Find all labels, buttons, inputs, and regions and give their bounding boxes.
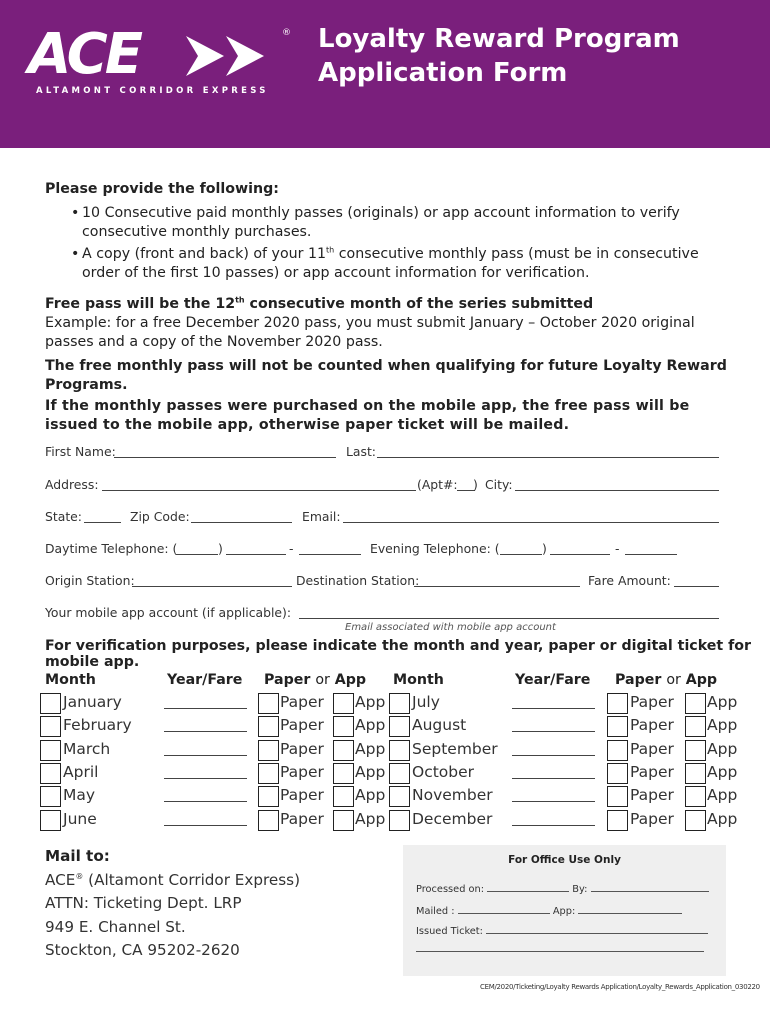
paper-label: Paper <box>630 739 674 758</box>
year-fare-field-april[interactable] <box>164 778 247 779</box>
month-checkbox-may[interactable] <box>40 786 61 807</box>
paper-label: Paper <box>630 693 674 711</box>
year-fare-field-june[interactable] <box>164 825 247 826</box>
year-fare-field-october[interactable] <box>512 778 595 779</box>
app-label: App <box>707 716 738 735</box>
mail-to-block <box>45 845 300 963</box>
app-checkbox-may[interactable] <box>333 786 354 807</box>
last-name-label: Last: <box>346 444 376 459</box>
address-row <box>45 477 720 493</box>
mobile-account-row <box>45 605 720 621</box>
bullet-text-a: A copy (front and back) of your 11 <box>82 246 327 262</box>
mail-line-1 <box>45 869 300 893</box>
first-name-label: First Name: <box>45 444 116 459</box>
app-checkbox-october[interactable] <box>685 763 706 784</box>
month-label-april: April <box>63 762 99 781</box>
logo-wordmark: ACE <box>28 22 140 87</box>
processed-on-field[interactable] <box>487 883 569 892</box>
evening-area-code-field[interactable] <box>500 554 542 555</box>
ace-logo <box>28 22 291 98</box>
free-pass-text-b: consecutive month of the series submitted <box>244 296 594 312</box>
example-note: Example: for a free December 2020 pass, you must submit January – October 2020 original passes and a copy of the November 2020 pass. <box>45 315 695 350</box>
month-checkbox-december[interactable] <box>389 810 410 831</box>
city-label: City: <box>485 477 513 492</box>
origin-station-field[interactable] <box>132 586 292 587</box>
app-checkbox-november[interactable] <box>685 786 706 807</box>
free-pass-note <box>45 295 735 314</box>
destination-station-field[interactable] <box>414 586 580 587</box>
office-use-box <box>403 845 726 976</box>
city-field[interactable] <box>515 490 719 491</box>
month-checkbox-july[interactable] <box>389 693 410 714</box>
paper-label: Paper <box>280 786 324 805</box>
app-checkbox-june[interactable] <box>333 810 354 831</box>
issued-ticket-row <box>416 925 708 937</box>
year-fare-field-november[interactable] <box>512 801 595 802</box>
logo-arrows-icon <box>178 32 278 80</box>
month-checkbox-june[interactable] <box>40 810 61 831</box>
address-label: Address: <box>45 477 99 492</box>
extra-field[interactable] <box>416 943 704 952</box>
apt-label: (Apt#: <box>417 477 458 492</box>
issued-ticket-label: Issued Ticket: <box>416 926 483 937</box>
paper-checkbox-may[interactable] <box>258 786 279 807</box>
month-checkbox-august[interactable] <box>389 716 410 737</box>
month-label-november: November <box>412 786 493 805</box>
mail-line-2: ATTN: Ticketing Dept. LRP <box>45 894 242 912</box>
year-fare-field-august[interactable] <box>512 731 595 732</box>
dash: - <box>289 541 294 556</box>
mailed-label: Mailed : <box>416 906 455 917</box>
app-checkbox-february[interactable] <box>333 716 354 737</box>
bullet-text: 10 Consecutive paid monthly passes (originals) or app account information to verify consecutive monthly purchases. <box>82 205 680 240</box>
processed-row <box>416 883 709 895</box>
extra-row <box>416 943 704 955</box>
year-fare-field-september[interactable] <box>512 755 595 756</box>
month-label-december: December <box>412 809 493 828</box>
daytime-prefix-field[interactable] <box>226 554 286 555</box>
month-checkbox-february[interactable] <box>40 716 61 737</box>
year-fare-field-february[interactable] <box>164 731 247 732</box>
phone-row <box>45 541 720 557</box>
origin-station-label: Origin Station: <box>45 573 135 588</box>
paper-label: Paper <box>280 739 324 758</box>
header-banner <box>0 0 770 148</box>
mobile-account-field[interactable] <box>299 618 719 619</box>
col-paper: Paper <box>264 672 311 688</box>
dash: - <box>615 541 620 556</box>
col-paper-or-app-left <box>264 672 366 688</box>
processed-on-label: Processed on: <box>416 884 485 895</box>
issued-ticket-field[interactable] <box>486 925 708 934</box>
mail-line-4: Stockton, CA 95202-2620 <box>45 941 240 959</box>
not-counted-note: The free monthly pass will not be counted when qualifying for future Loyalty Reward Programs. <box>45 358 727 393</box>
year-fare-field-march[interactable] <box>164 755 247 756</box>
instruction-bullet <box>45 204 735 242</box>
month-label-march: March <box>63 739 111 758</box>
title-line-2: Application Form <box>318 58 568 88</box>
document-reference: CEM/2020/Ticketing/Loyalty Rewards Application/Loyalty_Rewards_Application_030220 <box>480 983 760 991</box>
mail-line-1a: ACE <box>45 870 76 889</box>
col-paper: Paper <box>615 672 662 688</box>
registered-mark: ® <box>282 28 291 38</box>
daytime-area-code-field[interactable] <box>176 554 218 555</box>
col-app: App <box>334 672 367 688</box>
paper-label: Paper <box>630 786 674 805</box>
paper-checkbox-january[interactable] <box>258 693 279 714</box>
paper-checkbox-february[interactable] <box>258 716 279 737</box>
year-fare-field-may[interactable] <box>164 801 247 802</box>
email-label: Email: <box>302 509 341 524</box>
app-checkbox-december[interactable] <box>685 810 706 831</box>
paren: ) <box>218 541 223 556</box>
app-label: App <box>355 693 386 711</box>
col-fare-right: Year/Fare <box>515 672 591 688</box>
col-fare-left: Year/Fare <box>167 672 243 688</box>
verification-heading: For verification purposes, please indicate the month and year, paper or digital ticket for mobile app. <box>45 638 752 670</box>
month-label-february: February <box>63 716 132 735</box>
paper-checkbox-april[interactable] <box>258 763 279 784</box>
free-pass-text-a: Free pass will be the 12 <box>45 296 236 312</box>
paper-label: Paper <box>280 716 324 735</box>
app-label: App <box>355 809 386 828</box>
daytime-phone-label: Daytime Telephone: ( <box>45 541 178 556</box>
month-label-may: May <box>63 786 96 805</box>
mailed-field[interactable] <box>458 905 550 914</box>
app-label: App <box>707 786 738 805</box>
year-fare-field-december[interactable] <box>512 825 595 826</box>
app-checkbox-september[interactable] <box>685 740 706 761</box>
app-label: App <box>707 739 738 758</box>
station-row <box>45 573 720 589</box>
year-fare-field-january[interactable] <box>164 708 247 709</box>
app-checkbox-march[interactable] <box>333 740 354 761</box>
mail-line-3: 949 E. Channel St. <box>45 917 186 936</box>
paper-checkbox-march[interactable] <box>258 740 279 761</box>
paper-checkbox-august[interactable] <box>607 716 628 737</box>
app-label: App <box>355 786 386 805</box>
col-app: App <box>685 672 718 688</box>
state-label: State: <box>45 509 82 524</box>
fare-amount-field[interactable] <box>674 586 719 587</box>
apt-close: ) <box>473 477 478 492</box>
paper-label: Paper <box>280 809 324 828</box>
evening-phone-label: Evening Telephone: ( <box>370 541 500 556</box>
month-label-august: August <box>412 716 467 735</box>
bullet-dot: • <box>71 246 80 262</box>
month-checkbox-november[interactable] <box>389 786 410 807</box>
app-checkbox-july[interactable] <box>685 693 706 714</box>
paper-label: Paper <box>280 693 324 711</box>
app-label: App: <box>552 906 576 917</box>
app-label: App <box>355 762 386 781</box>
destination-station-label: Destination Station: <box>296 573 420 588</box>
month-label-october: October <box>412 762 475 781</box>
zip-field[interactable] <box>191 522 292 523</box>
last-name-field[interactable] <box>377 457 719 458</box>
mobile-account-hint: Email associated with mobile app account <box>345 622 556 633</box>
col-month-right: Month <box>393 672 444 688</box>
month-checkbox-october[interactable] <box>389 763 410 784</box>
app-checkbox-august[interactable] <box>685 716 706 737</box>
mail-line-1b: (Altamont Corridor Express) <box>83 870 301 889</box>
paper-checkbox-september[interactable] <box>607 740 628 761</box>
first-name-field[interactable] <box>114 457 336 458</box>
app-field[interactable] <box>578 905 682 914</box>
month-label-july: July <box>412 693 440 711</box>
bullet-dot: • <box>71 205 80 221</box>
col-or: or <box>315 672 330 688</box>
app-label: App <box>355 739 386 758</box>
month-label-september: September <box>412 739 498 758</box>
daytime-number-field[interactable] <box>299 554 361 555</box>
col-month-left: Month <box>45 672 96 688</box>
superscript: th <box>235 295 245 305</box>
evening-prefix-field[interactable] <box>550 554 610 555</box>
zip-label: Zip Code: <box>130 509 190 524</box>
bullet-text-b: consecutive monthly pass (must be in consecutive order of the first 10 passes) or app account information for verification. <box>82 246 699 281</box>
fare-amount-label: Fare Amount: <box>588 573 671 588</box>
month-checkbox-september[interactable] <box>389 740 410 761</box>
superscript: ® <box>75 871 84 881</box>
office-use-heading: For Office Use Only <box>508 854 621 866</box>
address-field[interactable] <box>102 490 416 491</box>
by-label: By: <box>572 884 588 895</box>
app-label: App <box>707 693 738 711</box>
email-field[interactable] <box>343 522 719 523</box>
superscript: th <box>326 245 335 255</box>
paper-checkbox-october[interactable] <box>607 763 628 784</box>
month-checkbox-january[interactable] <box>40 693 61 714</box>
state-field[interactable] <box>84 522 121 523</box>
year-fare-field-july[interactable] <box>512 708 595 709</box>
month-label-june: June <box>63 809 97 828</box>
app-checkbox-january[interactable] <box>333 693 354 714</box>
app-label: App <box>707 809 738 828</box>
mobile-account-label: Your mobile app account (if applicable): <box>45 605 292 620</box>
col-or: or <box>666 672 681 688</box>
paper-checkbox-july[interactable] <box>607 693 628 714</box>
app-label: App <box>707 762 738 781</box>
paper-checkbox-november[interactable] <box>607 786 628 807</box>
title-line-1: Loyalty Reward Program <box>318 24 680 54</box>
paper-label: Paper <box>280 762 324 781</box>
state-row <box>45 509 720 525</box>
logo-subtitle: ALTAMONT CORRIDOR EXPRESS <box>36 86 269 96</box>
by-field[interactable] <box>591 883 709 892</box>
page-title <box>318 22 680 90</box>
paper-checkbox-june[interactable] <box>258 810 279 831</box>
mail-to-heading: Mail to: <box>45 847 110 865</box>
paper-label: Paper <box>630 762 674 781</box>
month-checkbox-march[interactable] <box>40 740 61 761</box>
paren: ) <box>542 541 547 556</box>
mailed-row <box>416 905 682 917</box>
paper-checkbox-december[interactable] <box>607 810 628 831</box>
app-label: App <box>355 716 386 735</box>
paper-label: Paper <box>630 716 674 735</box>
col-paper-or-app-right <box>615 672 717 688</box>
evening-number-field[interactable] <box>625 554 677 555</box>
mobile-note: If the monthly passes were purchased on the mobile app, the free pass will be issued to the mobile app, otherwise paper ticket will be mailed. <box>45 398 690 433</box>
instruction-bullet <box>45 245 735 283</box>
instructions <box>45 180 735 435</box>
instructions-lead: Please provide the following: <box>45 181 279 197</box>
paper-label: Paper <box>630 809 674 828</box>
name-row <box>45 444 720 460</box>
month-label-january: January <box>63 693 122 711</box>
month-checkbox-april[interactable] <box>40 763 61 784</box>
app-checkbox-april[interactable] <box>333 763 354 784</box>
